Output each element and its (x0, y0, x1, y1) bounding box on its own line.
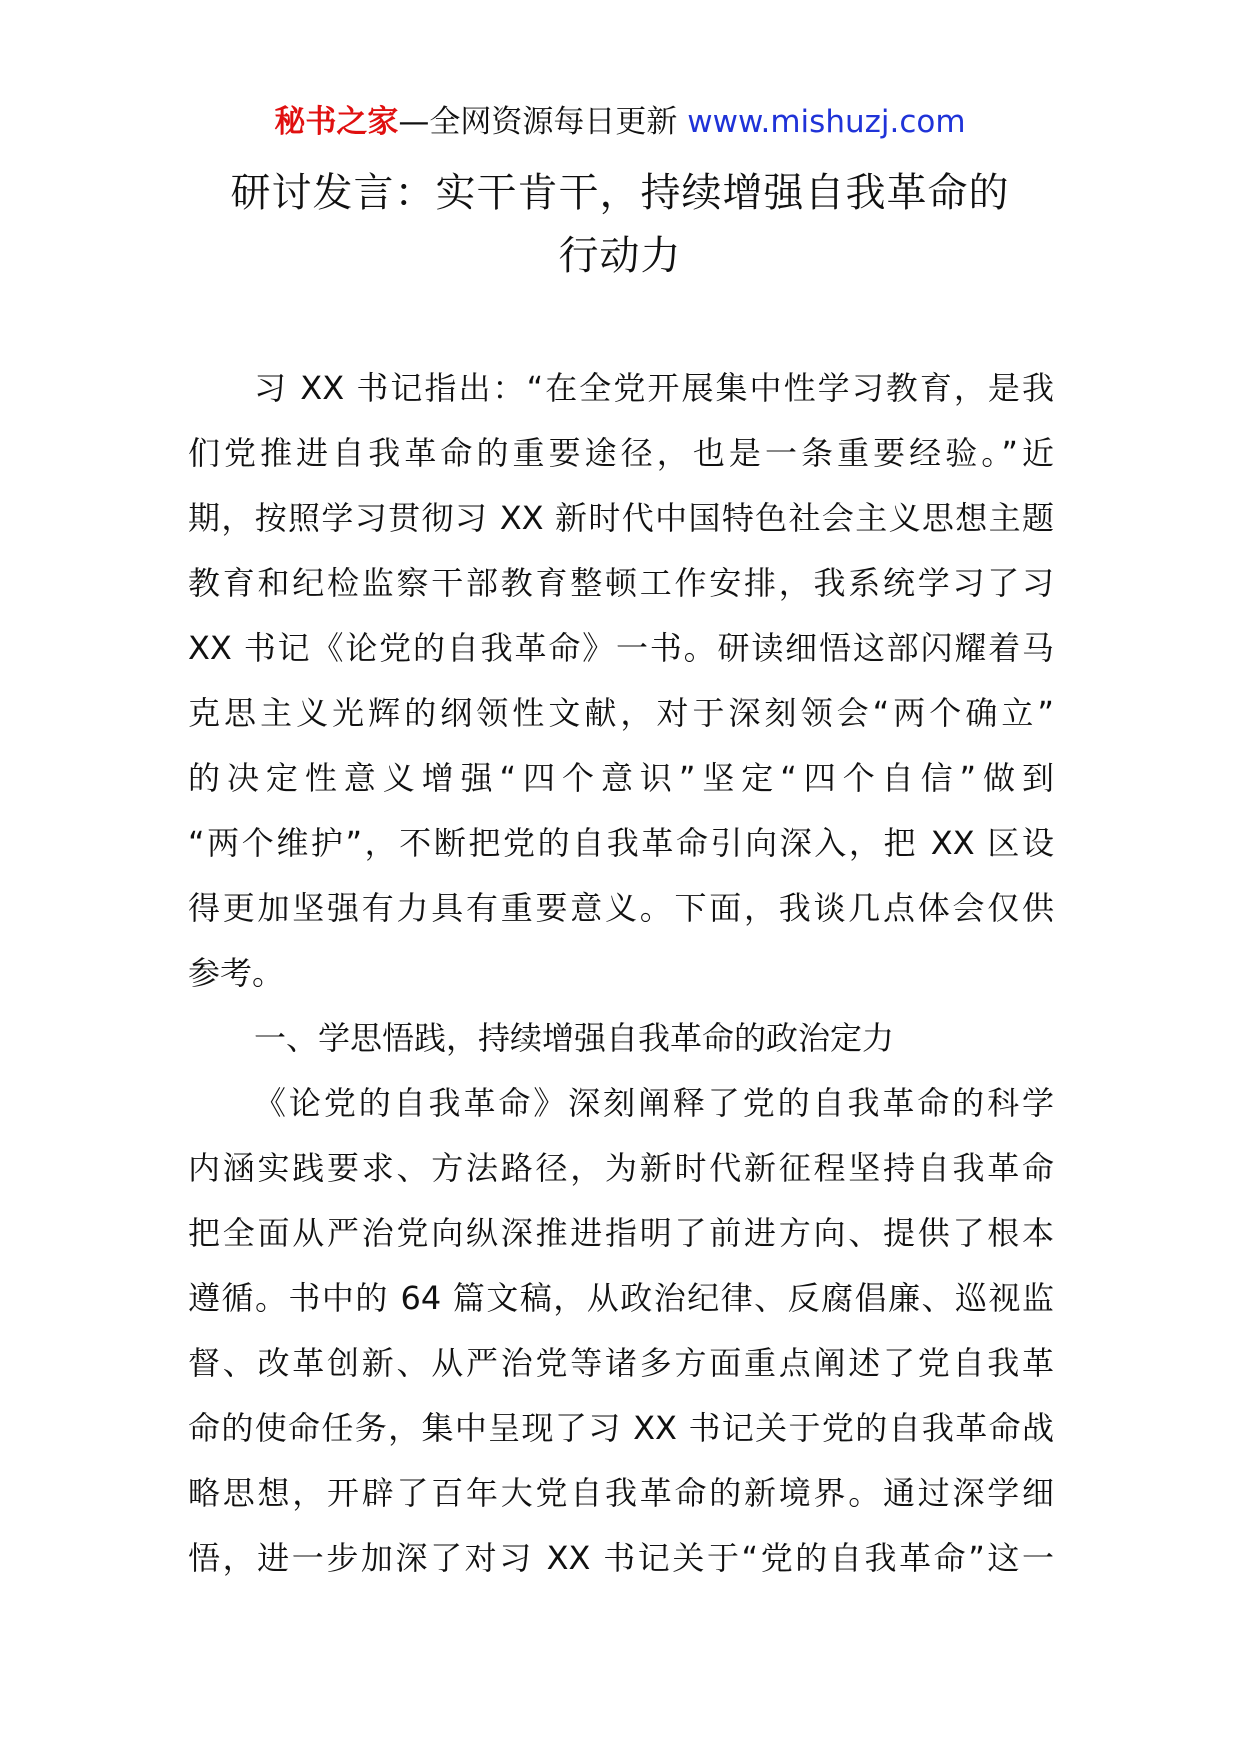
section-heading: 一、学思悟践，持续增强自我革命的政治定力 (254, 1019, 895, 1057)
paragraph-1-line: 们党推进自我革命的重要途径，也是一条重要经验。”近 (188, 434, 1054, 472)
paragraph-2-line: 命的使命任务，集中呈现了习 XX 书记关于党的自我革命战 (188, 1409, 1054, 1447)
site-tagline: —全网资源每日更新 (398, 104, 678, 140)
document-body (188, 356, 1054, 1591)
paragraph-1-line: 教育和纪检监察干部教育整顿工作安排，我系统学习了习 (188, 564, 1054, 602)
site-header (0, 100, 1240, 144)
paragraph-2-line: 内涵实践要求、方法路径，为新时代新征程坚持自我革命 (188, 1149, 1054, 1187)
paragraph-1-line: 克思主义光辉的纲领性文献，对于深刻领会“两个确立” (188, 694, 1054, 732)
site-url-link[interactable]: www.mishuzj.com (687, 104, 966, 140)
paragraph-1-line: 参考。 (188, 954, 285, 992)
title-line: 研讨发言：实干肯干，持续增强自我革命的 (230, 170, 1010, 216)
paragraph-1-line: 期，按照学习贯彻习 XX 新时代中国特色社会主义思想主题 (188, 499, 1054, 537)
paragraph-2-line: 督、改革创新、从严治党等诸多方面重点阐述了党自我革 (188, 1344, 1054, 1382)
paragraph-2-line: 悟，进一步加深了对习 XX 书记关于“党的自我革命”这一 (188, 1539, 1054, 1577)
paragraph-1-line: 得更加坚强有力具有重要意义。下面，我谈几点体会仅供 (188, 889, 1054, 927)
paragraph-2-line: 略思想，开辟了百年大党自我革命的新境界。通过深学细 (188, 1474, 1054, 1512)
paragraph-2-line: 《论党的自我革命》深刻阐释了党的自我革命的科学 (254, 1084, 1054, 1122)
paragraph-1-line: “两个维护”，不断把党的自我革命引向深入，把 XX 区设 (188, 824, 1054, 862)
document-title (160, 162, 1080, 288)
paragraph-1-line: 习 XX 书记指出：“在全党开展集中性学习教育，是我 (254, 369, 1054, 407)
brand-name: 秘书之家 (274, 104, 399, 140)
paragraph-1-line: 的决定性意义增强“四个意识”坚定“四个自信”做到 (188, 759, 1054, 797)
paragraph-2-line: 遵循。书中的 64 篇文稿，从政治纪律、反腐倡廉、巡视监 (188, 1279, 1054, 1317)
paragraph-2-line: 把全面从严治党向纵深推进指明了前进方向、提供了根本 (188, 1214, 1054, 1252)
paragraph-1-line: XX 书记《论党的自我革命》一书。研读细悟这部闪耀着马 (188, 629, 1054, 667)
title-line: 行动力 (558, 233, 682, 279)
